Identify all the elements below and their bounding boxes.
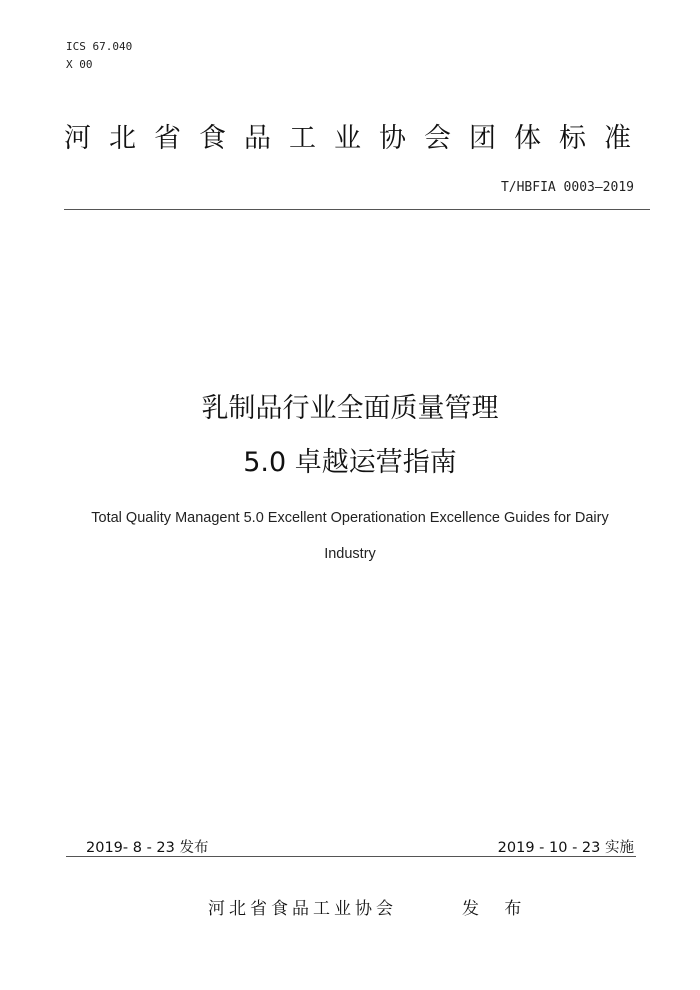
- title-zh-line1: 乳制品行业全面质量管理: [201, 393, 499, 424]
- organization-title: 河北省食品工业协会团体标准: [64, 123, 649, 154]
- standard-code: T/HBFIA 0003—2019: [500, 180, 634, 195]
- classification-code: X 00: [66, 58, 93, 71]
- title-zh-line2: 5.0 卓越运营指南: [243, 447, 457, 478]
- footer-divider: [66, 856, 636, 857]
- issuer-name: 河北省食品工业协会: [208, 899, 397, 919]
- title-en-line2: Industry: [324, 546, 376, 562]
- title-en-line1: Total Quality Managent 5.0 Excellent Operationation Excellence Guides for Dairy: [91, 510, 609, 526]
- issue-word: 发 布: [462, 899, 532, 919]
- implement-date: 2019 - 10 - 23 实施: [497, 840, 634, 856]
- ics-code: ICS 67.040: [66, 40, 133, 53]
- publish-date: 2019- 8 - 23 发布: [86, 840, 209, 856]
- header-divider: [64, 209, 650, 210]
